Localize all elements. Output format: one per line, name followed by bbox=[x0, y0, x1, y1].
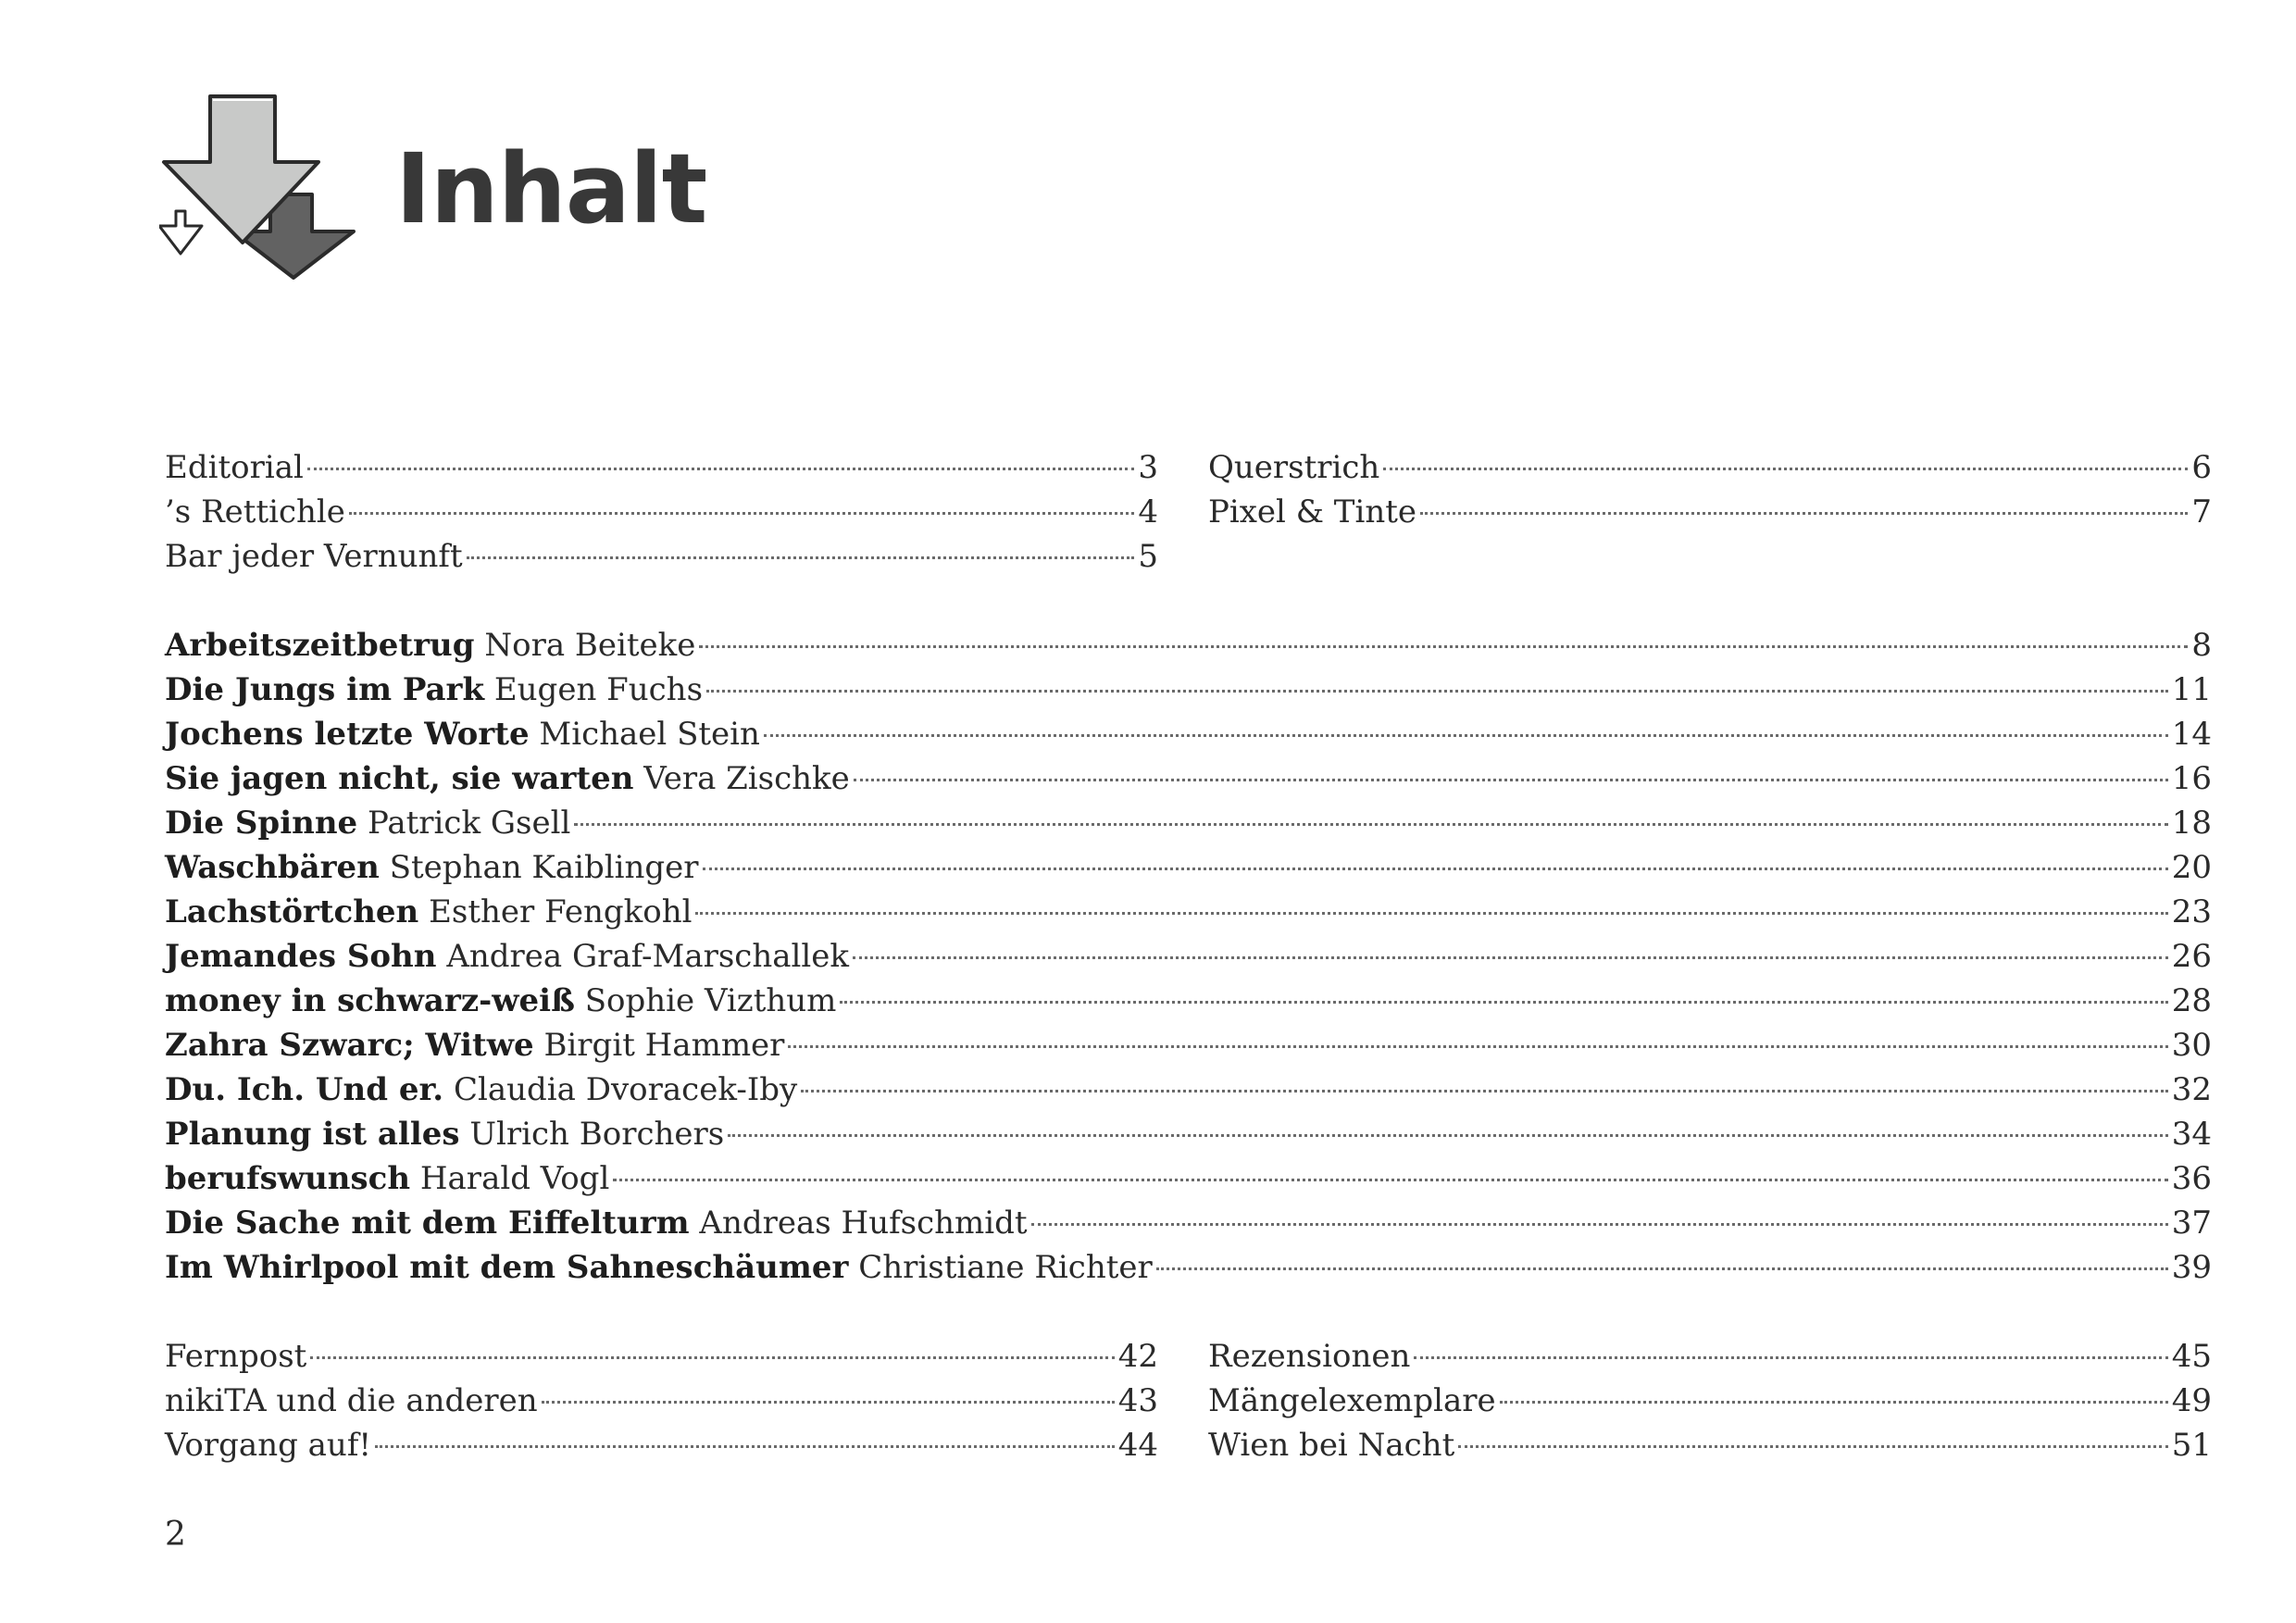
toc-entry-label bbox=[165, 801, 570, 845]
toc-entry[interactable] bbox=[165, 1379, 1158, 1423]
toc-entry-page: 44 bbox=[1117, 1427, 1158, 1464]
story-title: Lachstörtchen bbox=[165, 893, 419, 930]
story-author: Nora Beiteke bbox=[484, 627, 696, 664]
toc-story-entry[interactable] bbox=[165, 1112, 2212, 1156]
toc-entry-page: 42 bbox=[1117, 1338, 1158, 1375]
story-title: Jemandes Sohn bbox=[165, 938, 437, 975]
dot-leader bbox=[706, 690, 2168, 693]
toc-entry-label bbox=[165, 1201, 1028, 1245]
dot-leader bbox=[853, 956, 2168, 959]
dot-leader bbox=[307, 468, 1134, 470]
toc-entry-title: Fernpost bbox=[165, 1338, 307, 1375]
dot-leader bbox=[1414, 1356, 2167, 1359]
dot-leader bbox=[375, 1445, 1115, 1448]
toc-story-entry[interactable] bbox=[165, 890, 2212, 934]
story-title: Die Sache mit dem Eiffelturm bbox=[165, 1205, 690, 1242]
toc-entry-label bbox=[165, 1067, 797, 1112]
toc-entry-label bbox=[165, 934, 849, 979]
toc-entry[interactable] bbox=[1208, 445, 2212, 490]
dot-leader bbox=[1383, 468, 2188, 470]
toc-entry-title: ’s Rettichle bbox=[165, 493, 345, 531]
dot-leader bbox=[699, 645, 2188, 648]
story-author: Birgit Hammer bbox=[543, 1027, 785, 1064]
toc-story-entry[interactable] bbox=[165, 712, 2212, 756]
story-author: Andreas Hufschmidt bbox=[699, 1205, 1028, 1242]
page-header bbox=[159, 93, 900, 282]
toc-entry-page: 43 bbox=[1117, 1382, 1158, 1419]
toc-entry[interactable] bbox=[165, 490, 1158, 534]
toc-entry-page: 18 bbox=[2171, 805, 2212, 842]
toc-story-entry[interactable] bbox=[165, 668, 2212, 712]
toc-story-entry[interactable] bbox=[165, 845, 2212, 890]
toc-entry-title: Editorial bbox=[165, 449, 304, 486]
dot-leader bbox=[574, 823, 2167, 826]
dot-leader bbox=[613, 1179, 2167, 1181]
dot-leader bbox=[1500, 1401, 2168, 1404]
toc-entry-label bbox=[165, 712, 760, 756]
toc-entry-page: 7 bbox=[2191, 493, 2212, 531]
small-arrow-icon bbox=[159, 211, 202, 254]
toc-entry-label bbox=[165, 1156, 609, 1201]
story-title: Arbeitszeitbetrug bbox=[165, 627, 475, 664]
story-author: Eugen Fuchs bbox=[493, 671, 704, 708]
toc-entry-title: Pixel & Tinte bbox=[1208, 493, 1417, 531]
toc-entry-title: Wien bei Nacht bbox=[1208, 1427, 1455, 1464]
toc-entry-page: 45 bbox=[2171, 1338, 2212, 1375]
toc-entry-title: Querstrich bbox=[1208, 449, 1380, 486]
toc-story-entry[interactable] bbox=[165, 1023, 2212, 1067]
toc-entry-page: 28 bbox=[2171, 982, 2212, 1019]
toc-entry-label bbox=[165, 1023, 784, 1067]
toc-entry-label bbox=[165, 668, 703, 712]
toc-entry-page: 30 bbox=[2171, 1027, 2212, 1064]
toc-entry-title: nikiTA und die anderen bbox=[165, 1382, 538, 1419]
story-title: Die Spinne bbox=[165, 805, 358, 842]
dot-leader bbox=[1031, 1223, 2168, 1226]
story-title: Jochens letzte Worte bbox=[165, 716, 530, 753]
dot-leader bbox=[349, 512, 1134, 515]
dot-leader bbox=[788, 1045, 2167, 1048]
toc-story-entry[interactable] bbox=[165, 979, 2212, 1023]
toc-entry[interactable] bbox=[165, 1423, 1158, 1467]
toc-entry-title: Rezensionen bbox=[1208, 1338, 1411, 1375]
dot-leader bbox=[310, 1356, 1114, 1359]
toc-entry[interactable] bbox=[165, 445, 1158, 490]
story-title: Im Whirlpool mit dem Sahneschäumer bbox=[165, 1249, 849, 1286]
toc-entry[interactable] bbox=[1208, 1379, 2212, 1423]
toc-entry[interactable] bbox=[165, 1334, 1158, 1379]
toc-entry-page: 20 bbox=[2171, 849, 2212, 886]
story-title: berufswunsch bbox=[165, 1160, 411, 1197]
toc-entry-label bbox=[165, 890, 692, 934]
dot-leader bbox=[801, 1090, 2168, 1092]
toc-entry-page: 49 bbox=[2171, 1382, 2212, 1419]
toc-entry-title: Bar jeder Vernunft bbox=[165, 538, 463, 575]
toc-entry-page: 4 bbox=[1138, 493, 1158, 531]
toc-entry-page: 6 bbox=[2191, 449, 2212, 486]
dot-leader bbox=[840, 1001, 2167, 1004]
story-author: Patrick Gsell bbox=[368, 805, 571, 842]
story-author: Ulrich Borchers bbox=[469, 1116, 725, 1153]
dot-leader bbox=[542, 1401, 1115, 1404]
toc-entry[interactable] bbox=[1208, 1334, 2212, 1379]
toc-entry-page: 23 bbox=[2171, 893, 2212, 930]
toc-entry-label bbox=[165, 1245, 1153, 1290]
story-title: Sie jagen nicht, sie warten bbox=[165, 760, 634, 797]
toc-story-entry[interactable] bbox=[165, 1156, 2212, 1201]
toc-entry-label bbox=[165, 845, 699, 890]
toc-story-entry[interactable] bbox=[165, 756, 2212, 801]
toc-entry-page: 39 bbox=[2171, 1249, 2212, 1286]
story-author: Michael Stein bbox=[539, 716, 760, 753]
story-title: money in schwarz-weiß bbox=[165, 982, 575, 1019]
dot-leader bbox=[695, 912, 2167, 915]
story-author: Sophie Vizthum bbox=[584, 982, 837, 1019]
toc-story-entry[interactable] bbox=[165, 1067, 2212, 1112]
dot-leader bbox=[703, 868, 2168, 870]
toc-entry-label bbox=[165, 623, 695, 668]
toc-entry-page: 5 bbox=[1138, 538, 1158, 575]
page-number: 2 bbox=[165, 1516, 186, 1554]
toc-entry-page: 26 bbox=[2171, 938, 2212, 975]
dot-leader bbox=[467, 556, 1135, 559]
toc-entry-page: 11 bbox=[2171, 671, 2212, 708]
dot-leader bbox=[728, 1134, 2168, 1137]
toc-story-entry[interactable] bbox=[165, 1245, 2212, 1290]
story-author: Andrea Graf-Marschallek bbox=[446, 938, 849, 975]
toc-entry-label bbox=[165, 979, 836, 1023]
toc-story-entry[interactable] bbox=[165, 934, 2212, 979]
dot-leader bbox=[1156, 1267, 2168, 1270]
story-title: Planung ist alles bbox=[165, 1116, 460, 1153]
dot-leader bbox=[764, 734, 2168, 737]
toc-story-entry[interactable] bbox=[165, 1201, 2212, 1245]
story-author: Vera Zischke bbox=[643, 760, 850, 797]
toc-entry-page: 37 bbox=[2171, 1205, 2212, 1242]
story-title: Zahra Szwarc; Witwe bbox=[165, 1027, 534, 1064]
toc-entry[interactable] bbox=[1208, 1423, 2212, 1467]
toc-entry[interactable] bbox=[1208, 490, 2212, 534]
toc-entry-page: 3 bbox=[1138, 449, 1158, 486]
toc-entry-page: 8 bbox=[2191, 627, 2212, 664]
toc-story-entry[interactable] bbox=[165, 623, 2212, 668]
toc-entry-page: 36 bbox=[2171, 1160, 2212, 1197]
story-title: Waschbären bbox=[165, 849, 380, 886]
dot-leader bbox=[854, 779, 2168, 781]
toc-entry-page: 34 bbox=[2171, 1116, 2212, 1153]
toc-entry-title: Vorgang auf! bbox=[165, 1427, 372, 1464]
toc-entry-label bbox=[165, 1112, 724, 1156]
toc-entry-label bbox=[165, 756, 850, 801]
toc-entry-page: 16 bbox=[2171, 760, 2212, 797]
toc-entry-page: 51 bbox=[2171, 1427, 2212, 1464]
story-author: Claudia Dvoracek-Iby bbox=[453, 1071, 798, 1108]
dot-leader bbox=[1458, 1445, 2167, 1448]
toc-entry-title: Mängelexemplare bbox=[1208, 1382, 1496, 1419]
story-author: Esther Fengkohl bbox=[429, 893, 693, 930]
story-title: Du. Ich. Und er. bbox=[165, 1071, 444, 1108]
page-title: Inhalt bbox=[395, 132, 707, 245]
toc-story-entry[interactable] bbox=[165, 801, 2212, 845]
story-author: Christiane Richter bbox=[858, 1249, 1153, 1286]
story-author: Harald Vogl bbox=[419, 1160, 610, 1197]
double-down-arrow-icon bbox=[159, 93, 368, 282]
story-title: Die Jungs im Park bbox=[165, 671, 485, 708]
toc-entry-page: 32 bbox=[2171, 1071, 2212, 1108]
toc-entry[interactable] bbox=[165, 534, 1158, 579]
dot-leader bbox=[1420, 512, 2188, 515]
story-author: Stephan Kaiblinger bbox=[389, 849, 699, 886]
toc-entry-page: 14 bbox=[2171, 716, 2212, 753]
